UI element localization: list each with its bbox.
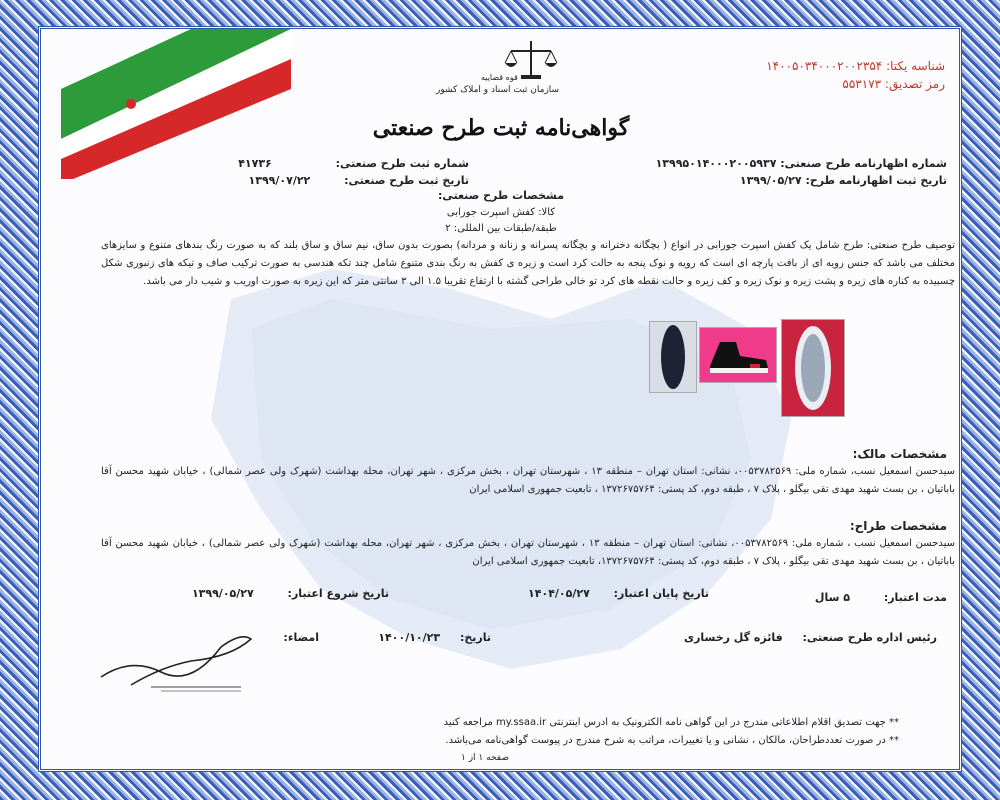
declaration-number bbox=[656, 157, 947, 170]
validity-start-label: تاریخ شروع اعتبار: bbox=[287, 587, 389, 600]
declaration-number-value: ۱۳۹۹۵۰۱۴۰۰۰۲۰۰۵۹۳۷ bbox=[655, 157, 777, 170]
org-line2: سازمان ثبت اسناد و املاک کشور bbox=[436, 85, 560, 95]
verification-code-label: رمز تصدیق: bbox=[884, 77, 945, 91]
registration-number bbox=[238, 157, 469, 170]
verification-note: ** جهت تصدیق اقلام اطلاعاتی مندرج در این گواهی نامه الکترونیک به ادرس اینترنتی my.ssaa.ir مراجعه کنید bbox=[443, 717, 899, 728]
sole-photo-pattern bbox=[781, 319, 845, 417]
validity-end bbox=[528, 587, 709, 600]
verification-code-value: ۵۵۳۱۷۳ bbox=[842, 77, 882, 91]
validity-start bbox=[192, 587, 389, 600]
designer-details: سیدحسن اسمعیل نسب ، شماره ملی: ۰۰۵۳۷۸۲۵۶۹، نشانی: استان تهران – منطقه ۱۳ ، شهرستان تهران ، بخش مرکزی ، شهر تهران، محله بهداشت (شهرک ولی عصر شمالی) ، خیابان شهید محسن آقا باباتیان ، بن بست شهید مهدی تقی بیگلو ، پلاک ۷ ، طبقه دوم، کد پستی: ۱۳۷۲۶۷۵۷۶۴، تابعیت جمهوری اسلامی ایران bbox=[101, 538, 956, 567]
intl-class: طبقه/طبقات بین المللی: ۲ bbox=[445, 223, 557, 234]
validity-duration-value: ۵ سال bbox=[814, 591, 850, 604]
declaration-number-label: شماره اظهارنامه طرح صنعتی: bbox=[780, 157, 947, 170]
page-title: گواهی‌نامه ثبت طرح صنعتی bbox=[372, 115, 630, 141]
specs-heading: مشخصات طرح صنعتی: bbox=[437, 189, 565, 202]
signoff-date-label: تاریخ: bbox=[459, 631, 491, 644]
handwritten-signature bbox=[91, 627, 261, 697]
validity-start-value: ۱۳۹۹/۰۵/۲۷ bbox=[191, 587, 254, 600]
sole-photo-dark bbox=[649, 321, 697, 393]
declaration-date bbox=[740, 174, 947, 187]
declaration-date-value: ۱۳۹۹/۰۵/۲۷ bbox=[739, 174, 802, 187]
unique-id bbox=[766, 59, 945, 73]
shoe-side-photo bbox=[699, 327, 777, 383]
owner-details: سیدحسن اسمعیل نسب، شماره ملی: ۰۰۵۳۷۸۲۵۶۹، نشانی: استان تهران – منطقه ۱۳ ، شهرستان تهران ، بخش مرکزی ، شهر تهران، محله بهداشت (شهرک ولی عصر شمالی) ، خیابان شهید محسن آقا باباتیان ، بن بست شهید مهدی تقی بیگلو ، پلاک ۷ ، طبقه دوم، کد پستی: ۱۳۷۲۶۷۵۷۶۴ ، تابعیت جمهوری اسلامی ایران bbox=[101, 466, 956, 495]
declaration-date-label: تاریخ ثبت اظهارنامه طرح: bbox=[805, 174, 947, 187]
certificate-page bbox=[38, 26, 962, 772]
page-number: صفحه ۱ از ۱ bbox=[461, 753, 509, 763]
validity-end-value: ۱۴۰۴/۰۵/۲۷ bbox=[528, 587, 590, 600]
multiple-parties-note: ** در صورت تعددطراحان، مالکان ، نشانی و یا تغییرات، مراتب به شرح مندرج در پیوست گواهی‌نامه می‌باشد. bbox=[445, 735, 899, 746]
registration-date-label: تاریخ ثبت طرح صنعتی: bbox=[344, 174, 469, 187]
registration-number-label: شماره ثبت طرح صنعتی: bbox=[335, 157, 469, 170]
design-description: توصیف طرح صنعتی: طرح شامل یک کفش اسپرت جورابی در انواع ( بچگانه دخترانه و بچگانه پسرانه و زنانه و مردانه) بصورت بدون ساق، نیم ساق و ساق بلند که به صورت رنگ بندهای متنوع و سایزهای مختلف می باشد که جنس رویه ای از بافت پارچه ای است که رویه و نوک پنجه به حالت کرد است و زیره ی کفش به رنگ بندی متنوع شامل چند تکه هندسی به صورت ترکیب صاف و تیکه های زنبوری شکل چسبیده به کناره های زیره و پشت زیره و نوک زیره و کف زیره و حالت نقطه های کرد تو خالی طراحی گشته با ارتفاع تقریبا ۱.۵ الی ۳ سانتی متر که این زیره به صورت اوریب و شیب دار می باشد. bbox=[101, 240, 955, 287]
org-line1: قوه قضاییه bbox=[481, 73, 518, 82]
designer-heading: مشخصات طراح: bbox=[849, 519, 947, 533]
department-head-label: رئیس اداره طرح صنعتی: bbox=[802, 631, 937, 644]
validity-duration-label: مدت اعتبار: bbox=[883, 591, 947, 604]
unique-id-label: شناسه یکتا: bbox=[886, 59, 945, 73]
department-head bbox=[684, 631, 937, 644]
signature-label: امضاء: bbox=[283, 631, 319, 644]
registration-date bbox=[249, 174, 469, 187]
validity-duration bbox=[815, 591, 947, 604]
unique-id-value: ۱۴۰۰۵۰۳۴۰۰۰۲۰۰۲۳۵۴ bbox=[766, 59, 883, 73]
validity-end-label: تاریخ پایان اعتبار: bbox=[613, 587, 709, 600]
signoff-date bbox=[378, 631, 491, 644]
registration-number-value: ۴۱۷۳۶ bbox=[238, 157, 272, 170]
owner-heading: مشخصات مالک: bbox=[852, 447, 947, 461]
verification-code bbox=[842, 77, 945, 91]
signoff-date-value: ۱۴۰۰/۱۰/۲۳ bbox=[378, 631, 441, 644]
goods-name: کالا: کفش اسپرت جورابی bbox=[446, 207, 556, 218]
department-head-name: فائزه گل رخساری bbox=[683, 631, 783, 644]
registration-date-value: ۱۳۹۹/۰۷/۲۲ bbox=[248, 174, 311, 187]
